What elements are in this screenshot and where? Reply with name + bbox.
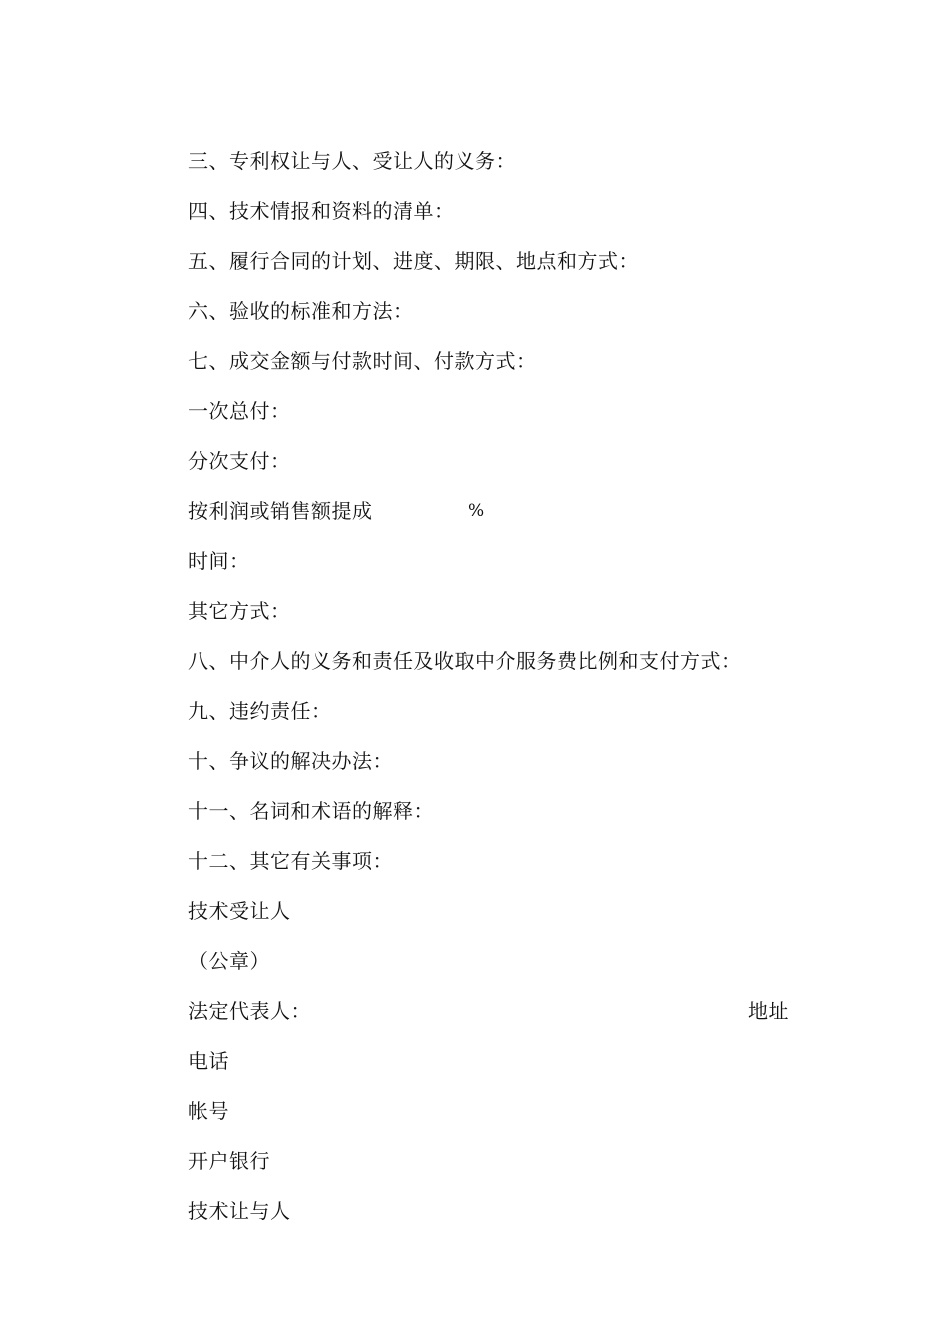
legal-rep-label: 法定代表人： xyxy=(188,999,311,1023)
clause-7: 七、成交金额与付款时间、付款方式： xyxy=(188,349,537,373)
bank-label: 开户银行 xyxy=(188,1149,270,1173)
clause-6: 六、验收的标准和方法： xyxy=(188,299,414,323)
account-label: 帐号 xyxy=(188,1099,229,1123)
legal-rep-row xyxy=(188,992,808,1042)
clause-9: 九、违约责任： xyxy=(188,699,332,723)
assignee-label: 技术受让人 xyxy=(188,899,291,923)
clause-4: 四、技术情报和资料的清单： xyxy=(188,199,455,223)
payment-lump-sum: 一次总付： xyxy=(188,399,291,423)
payment-time: 时间： xyxy=(188,549,250,573)
clause-11: 十一、名词和术语的解释： xyxy=(188,799,434,823)
payment-installments: 分次支付： xyxy=(188,449,291,473)
clause-8: 八、中介人的义务和责任及收取中介服务费比例和支付方式： xyxy=(188,649,742,673)
assignor-label: 技术让与人 xyxy=(188,1199,291,1223)
payment-other: 其它方式： xyxy=(188,599,291,623)
clause-5: 五、履行合同的计划、进度、期限、地点和方式： xyxy=(188,249,639,273)
phone-label: 电话 xyxy=(188,1049,229,1073)
clause-10: 十、争议的解决办法： xyxy=(188,749,393,773)
royalty-label: 按利润或销售额提成 xyxy=(188,499,373,523)
seal-label: （公章） xyxy=(188,949,270,973)
payment-royalty xyxy=(188,492,808,542)
royalty-percent-unit: % xyxy=(468,501,485,521)
address-label: 地址 xyxy=(748,999,789,1023)
clause-3: 三、专利权让与人、受让人的义务： xyxy=(188,149,516,173)
document-body xyxy=(188,142,808,1242)
clause-12: 十二、其它有关事项： xyxy=(188,849,393,873)
